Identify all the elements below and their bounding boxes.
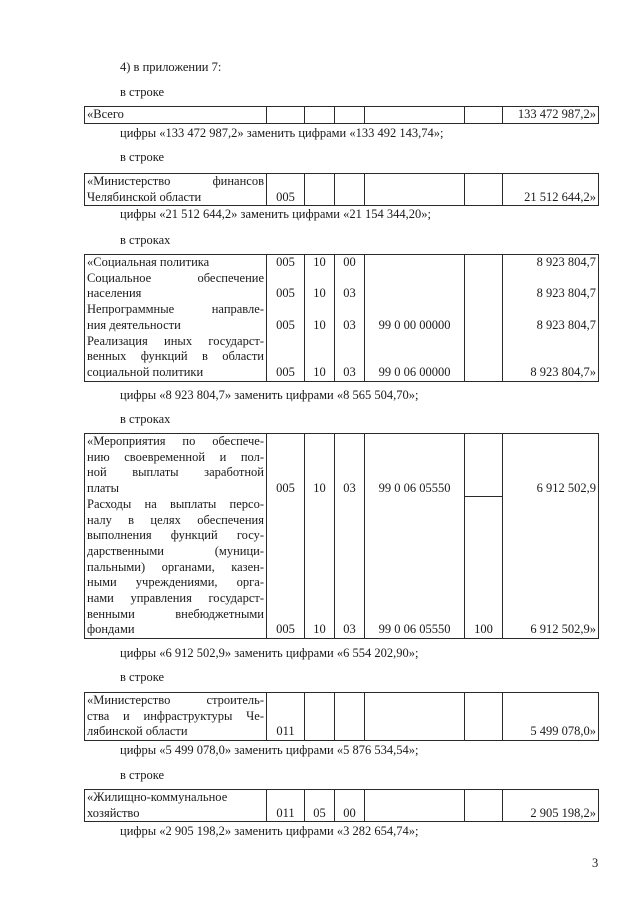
cell-target-article xyxy=(365,271,465,302)
cell-ministry-code: 005 xyxy=(267,334,305,382)
amendment-table xyxy=(84,692,599,741)
cell-expense-type xyxy=(465,790,503,822)
table-row xyxy=(85,790,599,822)
cell-amount: 8 923 804,7 xyxy=(503,255,599,271)
cell-section-code xyxy=(305,693,335,741)
cell-amount: 6 912 502,9» xyxy=(503,497,599,639)
cell-subsection-code: 03 xyxy=(335,302,365,333)
cell-amount: 8 923 804,7 xyxy=(503,271,599,302)
table-row xyxy=(85,302,599,333)
cell-ministry-code xyxy=(267,107,305,124)
cell-section-code: 10 xyxy=(305,255,335,271)
cell-section-code: 05 xyxy=(305,790,335,822)
cell-amount: 21 512 644,2» xyxy=(503,174,599,206)
row-description: Непрограммные направле- ния деятельности xyxy=(85,302,267,333)
cell-expense-type xyxy=(465,434,503,497)
cell-ministry-code: 005 xyxy=(267,255,305,271)
row-description: «Мероприятия по обеспече- нию своевременной и пол- ной выплаты заработной платы xyxy=(85,434,267,497)
amendment-table xyxy=(84,173,599,206)
cell-amount: 133 472 987,2» xyxy=(503,107,599,124)
table-row xyxy=(85,255,599,271)
cell-target-article xyxy=(365,174,465,206)
cell-ministry-code: 005 xyxy=(267,434,305,497)
cell-section-code: 10 xyxy=(305,434,335,497)
cell-target-article xyxy=(365,107,465,124)
cell-ministry-code: 005 xyxy=(267,497,305,639)
row-description: Расходы на выплаты персо- налу в целях обеспечения выполнения функций госу- дарственными (муници- пальными) органами, казен- ными учреждениями, орга- нами управления государст- венными внебюджетными фондами xyxy=(85,497,267,639)
section-heading: в строках xyxy=(120,412,171,426)
cell-subsection-code: 03 xyxy=(335,434,365,497)
section-heading: в строке xyxy=(120,85,165,99)
cell-expense-type xyxy=(465,174,503,206)
cell-subsection-code: 00 xyxy=(335,255,365,271)
amendment-table xyxy=(84,789,599,822)
table-row xyxy=(85,174,599,206)
table-row xyxy=(85,497,599,639)
amendment-table xyxy=(84,433,599,639)
cell-ministry-code: 011 xyxy=(267,790,305,822)
cell-ministry-code: 005 xyxy=(267,174,305,206)
cell-target-article: 99 0 06 05550 xyxy=(365,497,465,639)
cell-section-code xyxy=(305,174,335,206)
replacement-text: цифры «6 912 502,9» заменить цифрами «6 554 202,90»; xyxy=(120,646,419,660)
row-description: «Жилищно-коммунальное хозяйство xyxy=(85,790,267,822)
table-row xyxy=(85,434,599,497)
cell-target-article: 99 0 06 00000 xyxy=(365,334,465,382)
cell-ministry-code: 005 xyxy=(267,302,305,333)
cell-target-article xyxy=(365,693,465,741)
cell-expense-type: 100 xyxy=(465,497,503,639)
amendment-table xyxy=(84,106,599,124)
cell-target-article xyxy=(365,255,465,271)
cell-expense-type xyxy=(465,271,503,302)
table-row xyxy=(85,107,599,124)
cell-target-article: 99 0 06 05550 xyxy=(365,434,465,497)
section-heading: в строке xyxy=(120,670,165,684)
replacement-text: цифры «21 512 644,2» заменить цифрами «21 154 344,20»; xyxy=(120,207,431,221)
cell-amount: 2 905 198,2» xyxy=(503,790,599,822)
cell-ministry-code: 011 xyxy=(267,693,305,741)
row-description: Реализация иных государст- венных функций в области социальной политики xyxy=(85,334,267,382)
row-description: «Министерство финансов Челябинской области xyxy=(85,174,267,206)
table-row xyxy=(85,334,599,382)
amendment-item-heading: 4) в приложении 7: xyxy=(120,60,222,74)
replacement-text: цифры «5 499 078,0» заменить цифрами «5 876 534,54»; xyxy=(120,743,419,757)
cell-subsection-code: 00 xyxy=(335,790,365,822)
row-description: «Министерство строитель- ства и инфраструктуры Че- лябинской области xyxy=(85,693,267,741)
cell-amount: 5 499 078,0» xyxy=(503,693,599,741)
row-description: «Всего xyxy=(85,107,267,124)
cell-target-article: 99 0 00 00000 xyxy=(365,302,465,333)
cell-section-code xyxy=(305,107,335,124)
cell-subsection-code: 03 xyxy=(335,271,365,302)
cell-amount: 8 923 804,7 xyxy=(503,302,599,333)
table-row xyxy=(85,693,599,741)
cell-section-code: 10 xyxy=(305,302,335,333)
cell-target-article xyxy=(365,790,465,822)
cell-section-code: 10 xyxy=(305,497,335,639)
cell-expense-type xyxy=(465,334,503,382)
cell-subsection-code: 03 xyxy=(335,497,365,639)
section-heading: в строках xyxy=(120,233,171,247)
row-description: «Социальная политика xyxy=(85,255,267,271)
table-row xyxy=(85,271,599,302)
row-description: Социальное обеспечение населения xyxy=(85,271,267,302)
cell-subsection-code xyxy=(335,174,365,206)
cell-subsection-code xyxy=(335,693,365,741)
amendment-table xyxy=(84,254,599,382)
cell-subsection-code xyxy=(335,107,365,124)
cell-expense-type xyxy=(465,255,503,271)
cell-ministry-code: 005 xyxy=(267,271,305,302)
cell-section-code: 10 xyxy=(305,271,335,302)
replacement-text: цифры «8 923 804,7» заменить цифрами «8 565 504,70»; xyxy=(120,388,419,402)
cell-expense-type xyxy=(465,693,503,741)
cell-subsection-code: 03 xyxy=(335,334,365,382)
cell-expense-type xyxy=(465,107,503,124)
replacement-text: цифры «133 472 987,2» заменить цифрами «133 492 143,74»; xyxy=(120,126,444,140)
section-heading: в строке xyxy=(120,768,165,782)
cell-amount: 6 912 502,9 xyxy=(503,434,599,497)
cell-amount: 8 923 804,7» xyxy=(503,334,599,382)
replacement-text: цифры «2 905 198,2» заменить цифрами «3 282 654,74»; xyxy=(120,824,419,838)
cell-section-code: 10 xyxy=(305,334,335,382)
cell-expense-type xyxy=(465,302,503,333)
page-number: 3 xyxy=(592,856,599,870)
section-heading: в строке xyxy=(120,150,165,164)
